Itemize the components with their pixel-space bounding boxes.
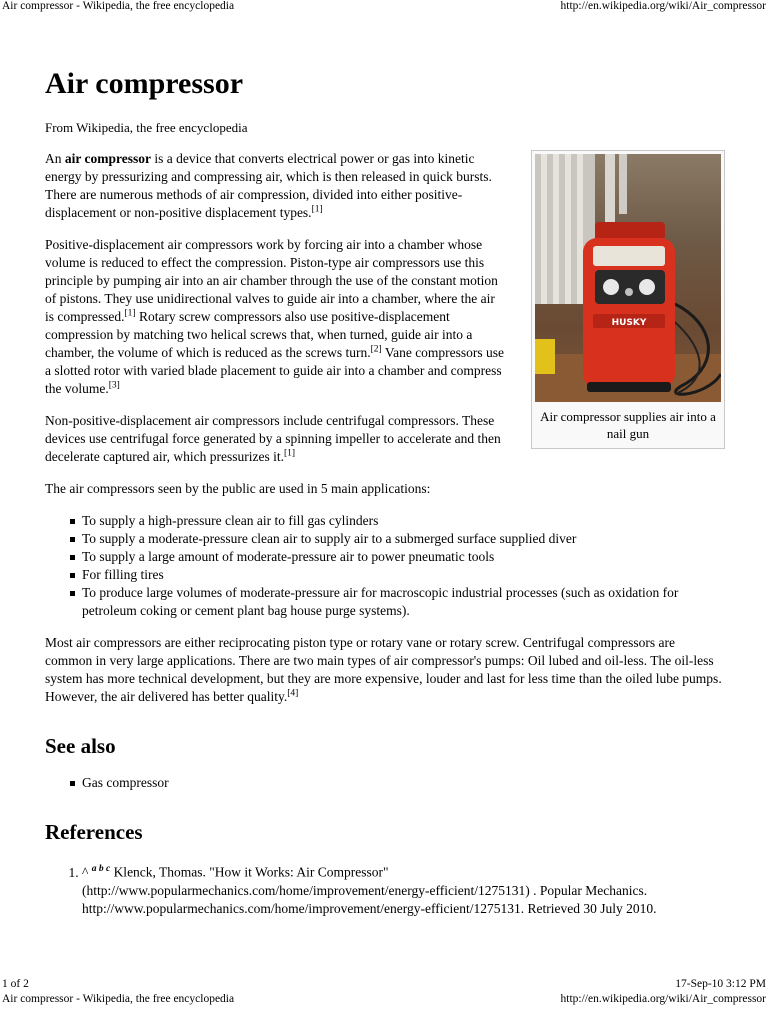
brand-label: HUSKY <box>611 318 647 328</box>
see-also-heading: See also <box>45 734 116 758</box>
references-list <box>45 860 725 918</box>
ref-link-1[interactable]: [1] <box>311 204 323 215</box>
figure-caption: Air compressor supplies air into a nail gun <box>540 409 716 441</box>
intro-paragraph <box>45 150 507 222</box>
intro-bold-term: air compressor <box>64 151 151 166</box>
list-item: To supply a high-pressure clean air to fill gas cylinders <box>82 512 725 530</box>
air-compressor-photo[interactable] <box>535 154 721 402</box>
article-body <box>45 150 725 918</box>
list-item: To produce large volumes of moderate-pressure air for macroscopic industrial processes (such as oxidation for petroleum coking or cement plant bag house purge systems). <box>82 584 725 620</box>
pipe-shape <box>605 154 615 224</box>
footer-page-title: Air compressor - Wikipedia, the free encyclopedia <box>2 993 235 1005</box>
list-item: For filling tires <box>82 566 725 584</box>
header-page-title: Air compressor - Wikipedia, the free encyclopedia <box>2 0 235 12</box>
page-title: Air compressor <box>45 67 244 100</box>
compressor-body-shape <box>583 222 675 392</box>
para2-text-1: Positive-displacement air compressors work by forcing air into a chamber whose volume is reduced to effect the compression. Piston-type air compressors use this principle by pumping air into an air chamber through the use of the constant motion of pistons. They use unidirectional valves to guide air into a chamber, where the air is compressed. <box>45 237 498 324</box>
pump-types-paragraph <box>45 634 725 706</box>
para5-text: Most air compressors are either reciprocating piston type or rotary vane or rotary screw. Centrifugal compressors are common in very large applications. There are two main types of air compressor's pumps: Oil lubed and oil-less. The oil-less system has more technical development, but they are more expensive, louder and last for less time than the oiled lube pumps. However, the air delivered has better quality. <box>45 635 722 704</box>
positive-displacement-paragraph <box>45 236 507 398</box>
para2-text-2: Rotary screw compressors also use positive-displacement compression by matching two helical screws that, when turned, guide air into a chamber, the volume of which is reduced as the screws turn. <box>45 309 473 360</box>
list-item: To supply a large amount of moderate-pressure air to power pneumatic tools <box>82 548 725 566</box>
ref-link-1[interactable]: [1] <box>283 448 296 459</box>
compressor-illustration <box>535 154 721 402</box>
ref-link-2[interactable]: [2] <box>370 344 382 355</box>
reference-item <box>82 860 725 918</box>
see-also-link[interactable]: Gas compressor <box>82 774 725 792</box>
print-datetime: 17-Sep-10 3:12 PM <box>675 978 766 990</box>
print-footer-page <box>0 978 768 990</box>
thumbnail-figure <box>531 150 725 449</box>
reference-text: Klenck, Thomas. "How it Works: Air Compressor" (http://www.popularmechanics.com/home/improvement/energy-efficient/1275131) . Popular Mechanics. http://www.popularmechanics.com/home/improvement/energy-efficient/1275131. Retrieved 30 July 2010. <box>82 864 657 916</box>
header-url[interactable]: http://en.wikipedia.org/wiki/Air_compressor <box>560 0 766 12</box>
article-content <box>45 64 725 918</box>
para3-text: Non-positive-displacement air compressors include centrifugal compressors. These devices use centrifugal force generated by a spinning impeller to accelerate and then decelerate captured air, which pressurizes it. <box>45 413 501 464</box>
intro-text: is a device that converts electrical power or gas into kinetic energy by pressurizing and compressing air, which is then released in quick bursts. There are numerous methods of air compression, divided into either positive-displacement or non-positive displacement types. <box>45 151 492 220</box>
ref-link-4[interactable]: [4] <box>287 688 299 699</box>
intro-lead: An <box>45 151 62 166</box>
page-count: 1 of 2 <box>2 978 29 990</box>
ref-link-1[interactable]: [1] <box>124 308 136 319</box>
list-item: To supply a moderate-pressure clean air to supply air to a submerged surface supplied diver <box>82 530 725 548</box>
ref-link-3[interactable]: [3] <box>108 380 120 391</box>
applications-list <box>45 512 725 620</box>
references-heading: References <box>45 820 143 844</box>
backlink-caret[interactable]: ^ <box>82 864 89 880</box>
see-also-list <box>45 774 725 792</box>
para2-text-3: Vane compressors use a slotted rotor with varied blade placement to guide air into a chamber and compress the volume. <box>45 345 505 396</box>
from-wikipedia-line: From Wikipedia, the free encyclopedia <box>45 120 248 135</box>
print-header <box>0 0 768 12</box>
footer-url[interactable]: http://en.wikipedia.org/wiki/Air_compressor <box>560 993 766 1005</box>
print-footer-url <box>0 993 768 1005</box>
backlink-letters[interactable]: a b c <box>91 864 111 874</box>
applications-intro: The air compressors seen by the public are used in 5 main applications: <box>45 481 431 496</box>
